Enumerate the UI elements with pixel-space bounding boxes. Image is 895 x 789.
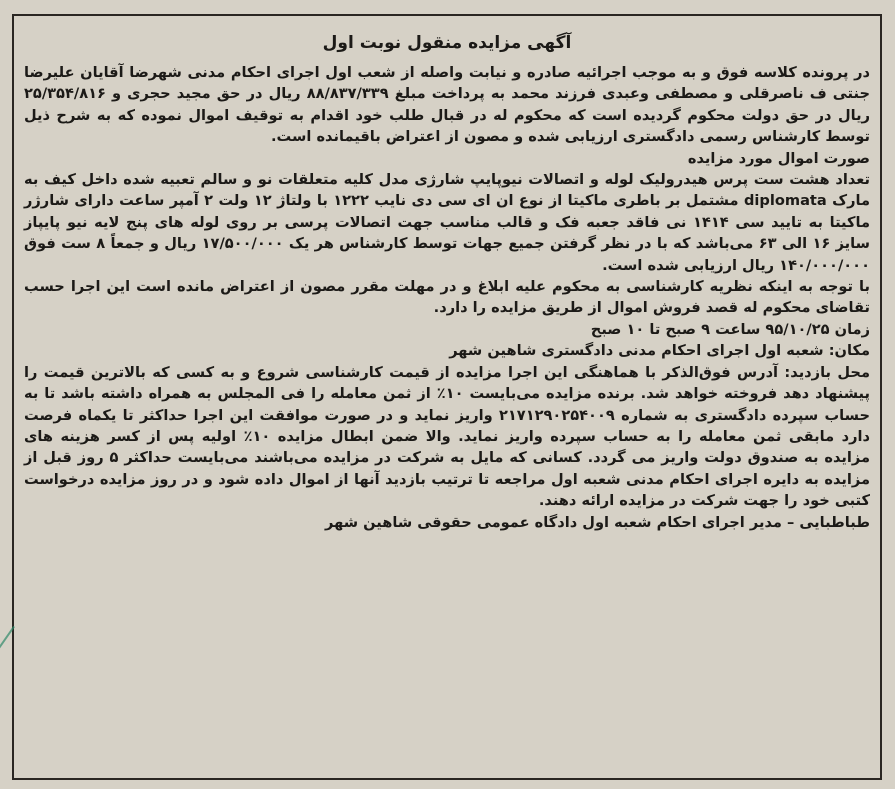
notice-title: آگهی مزایده منقول نوبت اول (322, 33, 572, 53)
visit-and-terms: محل بازدید: آدرس فوق‌الذکر با هماهنگی این اجرا مزایده از قیمت کارشناسی شروع و به کسی که بالاترین قیمت را پیشنهاد دهد فروخته خواهد شد. برنده مزایده می‌بایست ۱۰٪ از ثمن معامله را فی المجلس به همراه داشته باشد تا به حساب سپرده دادگستری به شماره ۲۱۷۱۲۹۰۲۵۴۰۰۹ واریز نماید و در صورت موافقت این اجرا حداکثر تا یکماه فرصت دارد مابقی ثمن معامله را به حساب سپرده واریز نماید. والا ضمن ابطال مزایده ۱۰٪ اولیه پس از کسر هزینه های مزایده به صندوق دولت واریز می گردد. کسانی که مایل به شرکت در مزایده می‌باشند می‌بایست حداکثر ۵ روز قبل از مزایده به دایره اجرای احکام مدنی شعبه اول مراجعه تا ترتیب بازدید آنها از اموال داده شود و در روز مزایده درخواست کتبی خود را جهت شرکت در مزایده ارائه دهند. (24, 363, 870, 510)
objection-notice: با توجه به اینکه نظریه کارشناسی به محکوم علیه ابلاغ و در مهلت مقرر مصون از اعتراض مانده است این اجرا حسب تقاضای محکوم له قصد فروش اموال از طریق مزایده را دارد. (24, 278, 870, 317)
auction-time: زمان ۹۵/۱۰/۲۵ ساعت ۹ صبح تا ۱۰ صبح (590, 320, 870, 338)
asset-list-heading: صورت اموال مورد مزایده (687, 149, 870, 167)
asset-description: تعداد هشت ست پرس هیدرولیک لوله و اتصالات نیوپایپ شارژی مدل کلیه متعلقات نو و سالم تعبیه شده داخل کیف به مارک diplomata مشتمل بر باطری ماکیتا از نوع ان ای سی دی نایب ۱۲۲۲ با ولتاژ ۱۲ ولت ۲ آمپر ساعت دارای شارژر ماکیتا به تایید سی ۱۴۱۴ نی فاقد جعبه فک و قالب مناسب جهت اتصالات پرسی بر روی لوله های پنج لایه نیو پایپاز سایز ۱۶ الی ۶۳ می‌باشد که با در نظر گرفتن جمیع جهات توسط کارشناس هر یک ۱۷/۵۰۰/۰۰۰ ریال و جمعاً ۸ ست فوق ۱۴۰/۰۰۰/۰۰۰ ریال ارزیابی شده است. (24, 171, 871, 274)
intro-paragraph: در پرونده کلاسه فوق و به موجب اجرائیه صادره و نیابت واصله از شعب اول اجرای احکام مدنی شهرضا آقایان علیرضا جنتی ف ناصرقلی و مصطفی وعبدی فرزند محمد به پرداخت مبلغ ۸۸/۸۳۷/۳۳۹ ریال در حق مجید حجری و ۲۵/۳۵۴/۸۱۶ ریال در حق دولت محکوم گردیده است که محکوم له در قبال طلب خود اقدام به توقیف اموال نموده که به شرح ذیل توسط کارشناس رسمی دادگستری ارزیابی شده و مصون از اعتراض باقیمانده است. (24, 64, 870, 146)
notice-content (24, 26, 870, 533)
signature-line: طباطبایی – مدیر اجرای احکام شعبه اول دادگاه عمومی حقوقی شاهین شهر (325, 513, 870, 531)
auction-place: مکان: شعبه اول اجرای احکام مدنی دادگستری شاهین شهر (449, 342, 870, 360)
